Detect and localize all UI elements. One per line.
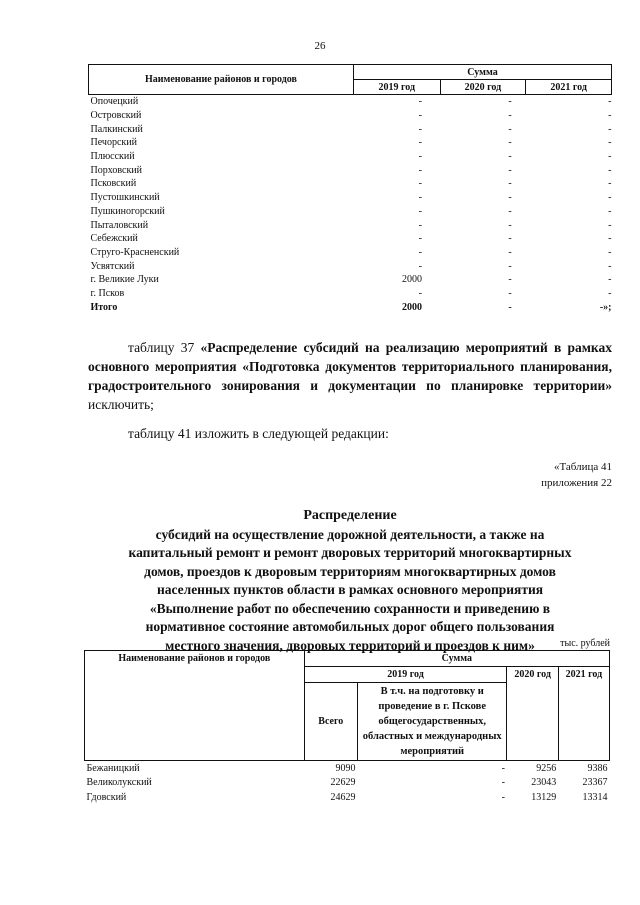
table-row xyxy=(89,95,612,109)
table1-header-sum: Сумма xyxy=(354,65,612,80)
page-number: 26 xyxy=(314,40,326,52)
value-2021: - xyxy=(608,205,612,217)
value-2020: - xyxy=(508,110,512,122)
paragraph-table41-edit: таблицу 41 изложить в следующей редакции: xyxy=(128,426,389,441)
table-row xyxy=(89,163,612,177)
table2-header-total: Всего xyxy=(304,683,357,761)
value-total-2019: 9090 xyxy=(335,762,356,774)
value-2019: - xyxy=(418,205,422,217)
value-2021: 13314 xyxy=(582,791,608,803)
table-subsidies-continued xyxy=(88,64,612,314)
district-name: Итого xyxy=(90,301,118,313)
value-2021: - xyxy=(608,192,612,204)
value-2020: - xyxy=(508,219,512,231)
table2-header-incl: В т.ч. на подготовку и проведение в г. Пскове общегосударственных, областных и международных мероприятий xyxy=(357,683,507,761)
value-2021: - xyxy=(608,96,612,108)
value-2021: - xyxy=(608,137,612,149)
value-2020: - xyxy=(508,192,512,204)
table-ref-line2: приложения 22 xyxy=(541,477,612,489)
value-2020: - xyxy=(508,287,512,299)
value-2019: - xyxy=(418,192,422,204)
value-2020: - xyxy=(508,260,512,272)
table-road-subsidies xyxy=(84,650,610,805)
value-2020: 13129 xyxy=(531,791,557,803)
table-row xyxy=(89,259,612,273)
value-2020: - xyxy=(508,123,512,135)
heading-line: населенных пунктов области в рамках основного мероприятия xyxy=(156,582,544,597)
value-2019: - xyxy=(418,96,422,108)
table2-header-2019: 2019 год xyxy=(304,667,507,683)
value-2021: -»; xyxy=(599,301,612,313)
paragraph-bold: «Распределение субсидий на реализацию мероприятий в рамках основного мероприятия «Подготовка документов территориального планирования, градостроительного зонирования и документации по планировке территории» xyxy=(88,340,613,393)
value-2019: - xyxy=(418,123,422,135)
value-2019: - xyxy=(418,110,422,122)
table1-header-name: Наименование районов и городов xyxy=(89,65,354,95)
value-2020: - xyxy=(508,301,512,313)
table-row xyxy=(89,287,612,301)
district-name: Палкинский xyxy=(90,123,143,135)
district-name: Пыталовский xyxy=(90,219,149,231)
table2-header-name: Наименование районов и городов xyxy=(85,651,305,761)
district-name: Струго-Красненский xyxy=(90,246,180,258)
value-2021: - xyxy=(608,219,612,231)
value-2019: - xyxy=(418,260,422,272)
district-name: Пушкиногорский xyxy=(90,205,165,217)
heading-title: Распределение xyxy=(303,508,397,523)
table-row xyxy=(89,177,612,191)
table-row xyxy=(89,150,612,164)
value-2019: - xyxy=(418,178,422,190)
district-name: Великолукский xyxy=(86,777,152,789)
table-row xyxy=(89,205,612,219)
distribution-heading xyxy=(88,507,612,655)
value-2020: 23043 xyxy=(531,777,557,789)
table-row xyxy=(89,136,612,150)
value-2020: - xyxy=(508,151,512,163)
paragraph-table37-remove xyxy=(88,338,612,414)
heading-line: субсидий на осуществление дорожной деятельности, а также на xyxy=(155,526,545,542)
district-name: Опочецкий xyxy=(90,96,139,108)
table1-header-2019: 2019 год xyxy=(354,80,441,95)
value-2021: - xyxy=(608,123,612,135)
units-label: тыс. рублей xyxy=(560,638,610,649)
value-2021: 23367 xyxy=(582,777,608,789)
district-name: Порховский xyxy=(90,164,143,176)
table1-header-2021: 2021 год xyxy=(526,80,612,95)
table-row xyxy=(89,232,612,246)
value-2021: - xyxy=(608,233,612,245)
district-name: Печорский xyxy=(90,137,137,149)
value-2019: - xyxy=(418,219,422,231)
value-2020: - xyxy=(508,178,512,190)
value-2019: - xyxy=(418,151,422,163)
value-2019: - xyxy=(418,164,422,176)
value-2020: - xyxy=(508,246,512,258)
value-2020: - xyxy=(508,205,512,217)
value-2019: - xyxy=(418,287,422,299)
value-incl-2019: - xyxy=(501,762,505,774)
value-incl-2019: - xyxy=(501,777,505,789)
district-name: г. Псков xyxy=(90,287,125,299)
value-incl-2019: - xyxy=(501,791,505,803)
value-2020: 9256 xyxy=(536,762,557,774)
table-row xyxy=(89,191,612,205)
value-2021: - xyxy=(608,246,612,258)
value-2020: - xyxy=(508,164,512,176)
heading-line: нормативное состояние автомобильных дорог общего пользования xyxy=(145,619,555,634)
value-2020: - xyxy=(508,274,512,286)
district-name: Бежаницкий xyxy=(86,762,140,774)
table-row xyxy=(89,122,612,136)
paragraph-prefix: таблицу 37 xyxy=(128,340,201,355)
table-row xyxy=(85,776,610,791)
value-2020: - xyxy=(508,96,512,108)
value-2021: - xyxy=(608,274,612,286)
value-2019: 2000 xyxy=(402,301,422,313)
table2-header-sum: Сумма xyxy=(304,651,609,667)
value-2021: - xyxy=(608,178,612,190)
value-2019: - xyxy=(418,246,422,258)
value-2020: - xyxy=(508,233,512,245)
value-2021: - xyxy=(608,151,612,163)
district-name: Пустошкинский xyxy=(90,192,160,204)
value-2020: - xyxy=(508,137,512,149)
table-row xyxy=(85,790,610,805)
value-2019: - xyxy=(418,233,422,245)
heading-line: капитальный ремонт и ремонт дворовых территорий многоквартирных xyxy=(128,545,572,560)
value-total-2019: 22629 xyxy=(330,777,356,789)
table-row xyxy=(89,246,612,260)
table-row xyxy=(89,273,612,287)
district-name: г. Великие Луки xyxy=(90,274,159,286)
district-name: Себежский xyxy=(90,233,138,245)
value-2019: 2000 xyxy=(402,274,422,286)
table2-header-2021: 2021 год xyxy=(558,667,609,761)
table-row xyxy=(89,109,612,123)
value-2021: - xyxy=(608,260,612,272)
value-2019: - xyxy=(418,137,422,149)
table-row xyxy=(89,218,612,232)
district-name: Островский xyxy=(90,110,142,122)
heading-line: «Выполнение работ по обеспечению сохранности и приведению в xyxy=(149,600,551,616)
district-name: Плюсский xyxy=(90,151,135,163)
table-ref-line1: «Таблица 41 xyxy=(553,461,612,473)
value-2021: 9386 xyxy=(587,762,608,774)
heading-line: домов, проездов к дворовым территориям многоквартирных домов xyxy=(144,563,556,579)
district-name: Псковский xyxy=(90,178,137,190)
table-total-row xyxy=(89,300,612,314)
heading-line: местного значения, дворовых территорий и проездов к ним» xyxy=(165,637,535,653)
table1-header-2020: 2020 год xyxy=(440,80,526,95)
table-row xyxy=(85,761,610,776)
paragraph-suffix: исключить; xyxy=(88,397,154,412)
district-name: Гдовский xyxy=(86,791,127,803)
value-2021: - xyxy=(608,164,612,176)
district-name: Усвятский xyxy=(90,260,135,272)
value-total-2019: 24629 xyxy=(330,791,356,803)
value-2021: - xyxy=(608,287,612,299)
value-2021: - xyxy=(608,110,612,122)
table2-header-2020: 2020 год xyxy=(507,667,558,761)
